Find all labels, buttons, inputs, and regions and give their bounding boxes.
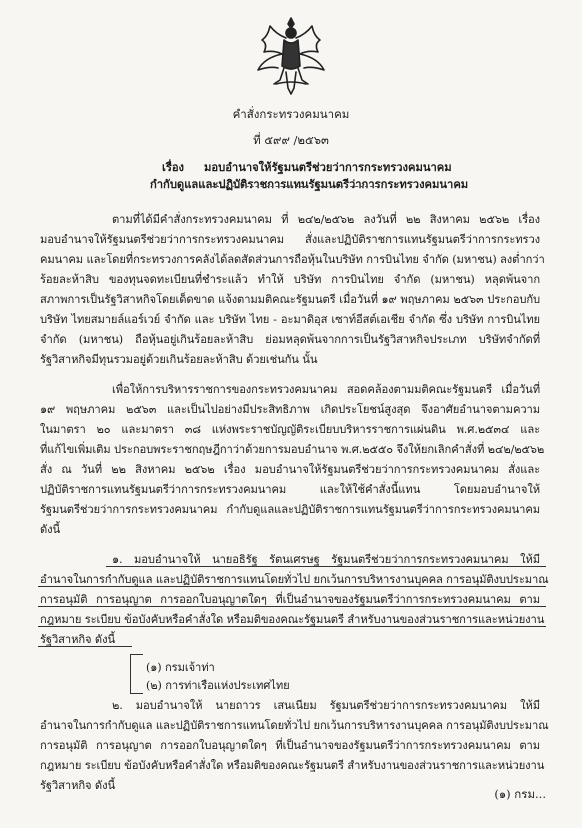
pen-underline: [38, 586, 546, 587]
item-line: รัฐวิสาหกิจ ดังนี้: [40, 633, 116, 646]
subject-label: เรื่อง: [162, 160, 185, 174]
subitem: (๑) กรมเจ้าท่า: [146, 661, 215, 674]
paragraph-line: ตามที่ได้มีคำสั่งกระทรวงคมนาคม ที่ ๒๔๒/๒๕๖๒ ลงวันที่ ๒๒ สิงหาคม ๒๕๖๒ เรื่อง: [112, 213, 540, 226]
paragraph-line: ปฏิบัติราชการแทนรัฐมนตรีว่าการกระทรวงคมนาคม และให้ใช้คำสั่งนี้แทน โดยมอบอำนาจให้: [40, 483, 540, 496]
paragraph-line: สภาพการเป็นรัฐวิสาหกิจโดยเด็ดขาด แจ้งตามมติคณะรัฐมนตรี เมื่อวันที่ ๑๙ พฤษภาคม ๒๕๖๓ ประกอบกับ: [40, 293, 540, 306]
item-line: การอนุมัติ การอนุญาต การออกใบอนุญาตใดๆ ที่เป็นอำนาจของรัฐมนตรีว่าการกระทรวงคมนาคม ตาม: [40, 593, 540, 606]
paragraph-line: จำกัด (มหาชน) ถือหุ้นอยู่เกินร้อยละห้าสิบ ย่อมหลุดพ้นจากการเป็นรัฐวิสาหกิจประเภท บริษัทจำกัดที่: [40, 333, 540, 346]
item-line: ๑. มอบอำนาจให้ นายอธิรัฐ รัตนเศรษฐ รัฐมนตรีช่วยว่าการกระทรวงคมนาคม ให้มี: [112, 553, 540, 566]
pen-underline: [38, 606, 546, 607]
item-line: กฎหมาย ระเบียบ ข้อบังคับหรือคำสั่งใด หรือมติของคณะรัฐมนตรี สำหรับงานของส่วนราชการและหน่วยงาน: [40, 759, 545, 772]
paragraph-line: ที่แก้ไขเพิ่มเติม ประกอบพระราชกฤษฎีกาว่าด้วยการมอบอำนาจ พ.ศ.๒๕๕๐ จึงให้ยกเลิกคำสั่งที่ ๒๔๒/๒๕๖๒: [40, 443, 545, 456]
paragraph-line: ในมาตรา ๒๐ และมาตรา ๓๘ แห่งพระราชบัญญัติระเบียบบริหารราชการแผ่นดิน พ.ศ.๒๕๓๔ และ: [40, 423, 540, 436]
item-line: รัฐวิสาหกิจ ดังนี้: [40, 779, 116, 792]
subitem: (๒) การท่าเรือแห่งประเทศไทย: [146, 679, 290, 692]
pen-underline: [38, 626, 546, 627]
paragraph-line: รัฐวิสาหกิจมีทุนรวมอยู่ด้วยเกินร้อยละห้าสิบ ด้วยเช่นกัน นั้น: [40, 353, 318, 366]
subject-line-2: กำกับดูแลและปฏิบัติราชการแทนรัฐมนตรีว่าการกระทรวงคมนาคม: [150, 177, 469, 191]
pen-underline: [106, 566, 546, 567]
paragraph-line: ๑๙ พฤษภาคม ๒๕๖๓ และเป็นไปอย่างมีประสิทธิภาพ เกิดประโยชน์สูงสุด จึงอาศัยอำนาจตามความ: [40, 403, 540, 416]
paragraph-line: รัฐมนตรีช่วยว่าการกระทรวงคมนาคม กำกับดูแลและปฏิบัติราชการแทนรัฐมนตรีว่าการกระทรวงคมนาคม: [40, 503, 540, 516]
order-number: ที่ ๕๙๙ /๒๕๖๓: [253, 133, 329, 147]
page-continuation: (๑) กรม...: [494, 787, 546, 801]
garuda-emblem-icon: [254, 14, 328, 98]
title-divider: [206, 186, 378, 187]
item-line: กฎหมาย ระเบียบ ข้อบังคับหรือคำสั่งใด หรือมติของคณะรัฐมนตรี สำหรับงานของส่วนราชการและหน่วยงาน: [40, 613, 545, 626]
paragraph-line: คมนาคม และโดยที่กระทรวงการคลังได้ลดสัดส่วนการถือหุ้นในบริษัท การบินไทย จำกัด (มหาชน) ลงต่ำกว่า: [40, 253, 545, 266]
item-line: อำนาจในการกำกับดูแล และปฏิบัติราชการแทนโดยทั่วไป ยกเว้นการบริหารงานบุคคล การอนุมัติงบประมาณ: [40, 719, 549, 732]
item-line: การอนุมัติ การอนุญาต การออกใบอนุญาตใดๆ ที่เป็นอำนาจของรัฐมนตรีว่าการกระทรวงคมนาคม ตาม: [40, 739, 540, 752]
paragraph-line: ดังนี้: [40, 523, 61, 536]
paragraph-line: เพื่อให้การบริหารราชการของกระทรวงคมนาคม สอดคล้องตามมติคณะรัฐมนตรี เมื่อวันที่: [112, 383, 540, 396]
paragraph-line: สั่ง ณ วันที่ ๒๒ สิงหาคม ๒๕๖๒ เรื่อง มอบอำนาจให้รัฐมนตรีช่วยว่าการกระทรวงคมนาคม สั่งและ: [40, 463, 540, 476]
item-line: อำนาจในการกำกับดูแล และปฏิบัติราชการแทนโดยทั่วไป ยกเว้นการบริหารงานบุคคล การอนุมัติงบประมาณ: [40, 573, 549, 586]
item-line: ๒. มอบอำนาจให้ นายถาวร เสนเนียม รัฐมนตรีช่วยว่าการกระทรวงคมนาคม ให้มี: [112, 699, 540, 712]
pen-underline: [38, 646, 132, 647]
paragraph-line: บริษัท ไทยสมายล์แอร์เวย์ จำกัด และ บริษัท ไทย - อะมาดิอุส เซาท์อีสต์เอเชีย จำกัด ซึ่ง บริษัท การบินไทย: [40, 313, 540, 326]
paragraph-line: ร้อยละห้าสิบ ของทุนจดทะเบียนที่ชำระแล้ว ทำให้ บริษัท การบินไทย จำกัด (มหาชน) หลุดพ้นจาก: [40, 273, 540, 286]
subject-line-1: มอบอำนาจให้รัฐมนตรีช่วยว่าการกระทรวงคมนาคม: [204, 160, 452, 174]
paragraph-line: มอบอำนาจให้รัฐมนตรีช่วยว่าการกระทรวงคมนาคม สั่งและปฏิบัติราชการแทนรัฐมนตรีว่าการกระทรวง: [40, 233, 540, 246]
pen-bracket: [130, 654, 143, 694]
order-title: คำสั่งกระทรวงคมนาคม: [232, 107, 350, 121]
